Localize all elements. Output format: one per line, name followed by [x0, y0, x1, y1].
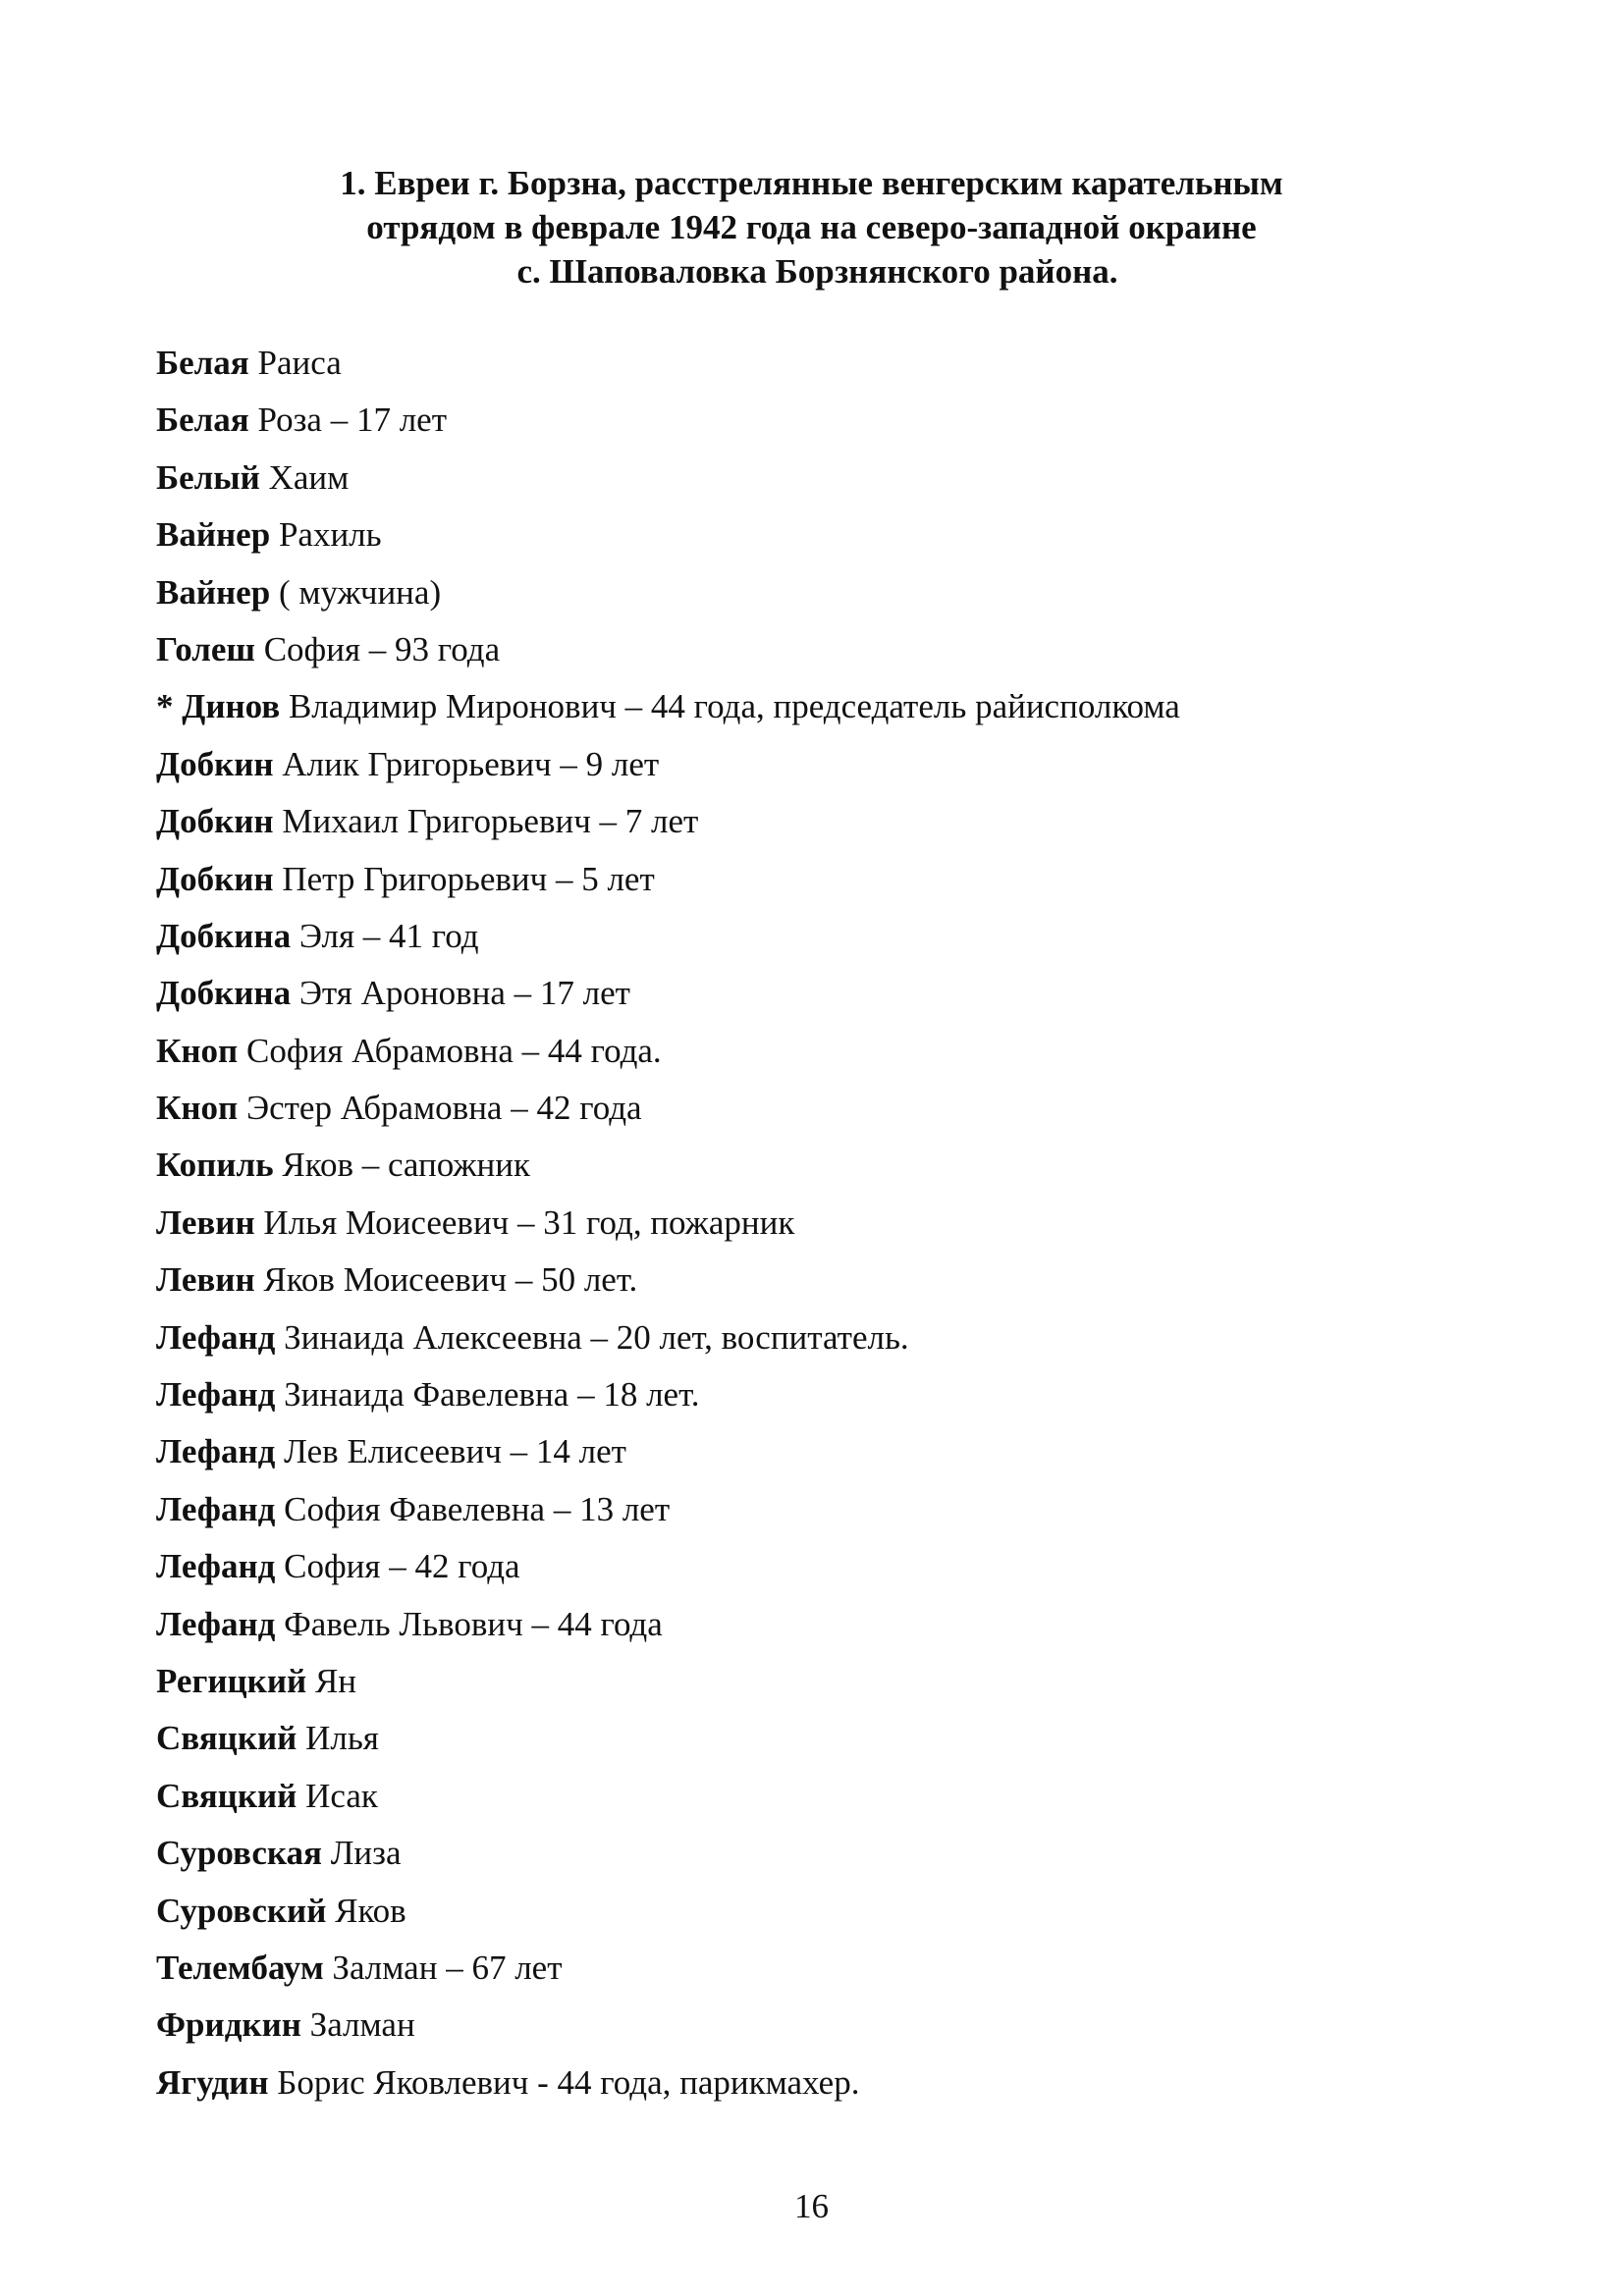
entry-details: Зинаида Фавелевна – 18 лет.	[275, 1375, 700, 1415]
list-item	[156, 627, 1472, 684]
list-item	[156, 2002, 1472, 2059]
entry-surname: Лефанд	[156, 1317, 276, 1357]
list-item	[156, 512, 1472, 569]
entry-details: София Абрамовна – 44 года.	[238, 1031, 662, 1070]
entry-surname: Голеш	[156, 629, 255, 668]
entry-surname: Белая	[156, 400, 249, 440]
list-item	[156, 455, 1472, 512]
entry-details: Петр Григорьевич – 5 лет	[273, 859, 655, 898]
list-item	[156, 341, 1472, 398]
entry-marker: *	[156, 687, 183, 726]
list-item	[156, 1774, 1472, 1831]
entry-surname: Свяцкий	[156, 1776, 298, 1815]
entry-details: Фавель Львович – 44 года	[275, 1604, 663, 1643]
entry-details: Михаил Григорьевич – 7 лет	[273, 802, 699, 841]
list-item	[156, 1257, 1472, 1314]
entry-surname: Белый	[156, 457, 260, 497]
list-item	[156, 1716, 1472, 1773]
entry-surname: Лефанд	[156, 1375, 276, 1415]
list-item	[156, 1659, 1472, 1716]
entry-details: Владимир Миронович – 44 года, председатель райисполкома	[280, 687, 1180, 726]
list-item	[156, 1602, 1472, 1659]
entry-surname: Лефанд	[156, 1432, 276, 1471]
list-item	[156, 1143, 1472, 1200]
entry-details: Исак	[297, 1776, 378, 1815]
list-item	[156, 1315, 1472, 1372]
entry-details: София – 93 года	[254, 629, 501, 668]
list-item	[156, 570, 1472, 627]
entry-details: Залман – 67 лет	[323, 1948, 563, 1987]
entry-details: Эстер Абрамовна – 42 года	[238, 1089, 642, 1128]
list-item	[156, 1086, 1472, 1143]
heading-line-2: отрядом в феврале 1942 года на северо-западной окраине	[366, 208, 1257, 246]
list-item	[156, 971, 1472, 1028]
entry-surname: Вайнер	[156, 515, 271, 555]
list-item	[156, 857, 1472, 914]
entry-details: Лев Елисеевич – 14 лет	[275, 1432, 626, 1471]
entry-details: Роза – 17 лет	[248, 400, 447, 440]
list-item	[156, 1372, 1472, 1429]
entry-details: Эля – 41 год	[291, 916, 479, 955]
entry-surname: Регицкий	[156, 1661, 307, 1700]
entry-surname: Левин	[156, 1260, 255, 1300]
entry-surname: Лефанд	[156, 1547, 276, 1586]
list-item	[156, 1889, 1472, 1946]
entry-details: Рахиль	[270, 515, 382, 555]
entry-surname: Суровская	[156, 1834, 322, 1873]
entry-surname: Лефанд	[156, 1604, 276, 1643]
entry-details: Яков Моисеевич – 50 лет.	[254, 1260, 638, 1300]
entry-surname: Добкин	[156, 744, 274, 783]
entry-details: София – 42 года	[275, 1547, 520, 1586]
entry-details: Зинаида Алексеевна – 20 лет, воспитатель.	[275, 1317, 909, 1357]
heading-line-3: с. Шаповаловка Борзнянского района.	[516, 252, 1118, 291]
entry-surname: Телембаум	[156, 1948, 324, 1987]
section-heading	[0, 161, 1623, 294]
entry-surname: Белая	[156, 344, 249, 382]
list-item	[156, 2060, 1472, 2117]
entry-surname: Добкина	[156, 974, 292, 1013]
list-item	[156, 684, 1472, 741]
heading-line-1: 1. Евреи г. Борзна, расстрелянные венгерским карательным	[340, 164, 1283, 202]
entry-surname: Кноп	[156, 1031, 239, 1070]
entry-details: Этя Ароновна – 17 лет	[291, 974, 630, 1013]
entry-surname: Динов	[182, 687, 281, 726]
entry-surname: Суровский	[156, 1891, 327, 1930]
list-item	[156, 1946, 1472, 2002]
list-item	[156, 742, 1472, 799]
entry-details: Алик Григорьевич – 9 лет	[273, 744, 660, 783]
entry-surname: Свяцкий	[156, 1719, 298, 1758]
entry-surname: Добкин	[156, 802, 274, 841]
entry-details: Лиза	[321, 1834, 402, 1873]
entry-details: Яков	[326, 1891, 406, 1930]
page-number: 16	[794, 2187, 829, 2225]
entry-details: Илья	[297, 1719, 379, 1758]
list-item	[156, 1429, 1472, 1486]
entry-details: ( мужчина)	[270, 572, 442, 612]
entry-surname: Вайнер	[156, 572, 271, 612]
list-item	[156, 1831, 1472, 1888]
entry-details: Борис Яковлевич - 44 года, парикмахер.	[268, 2062, 860, 2102]
list-item	[156, 398, 1472, 454]
entry-surname: Левин	[156, 1202, 255, 1242]
list-item	[156, 914, 1472, 971]
entry-details: Хаим	[259, 457, 350, 497]
entry-details: Илья Моисеевич – 31 год, пожарник	[254, 1202, 795, 1242]
list-item	[156, 1029, 1472, 1086]
list-item	[156, 1487, 1472, 1544]
entry-surname: Ягудин	[156, 2062, 269, 2102]
list-item	[156, 799, 1472, 856]
list-item	[156, 1201, 1472, 1257]
entry-details: Залман	[300, 2005, 415, 2045]
entry-surname: Копиль	[156, 1146, 274, 1185]
list-item	[156, 1544, 1472, 1601]
victims-list	[156, 341, 1472, 2117]
entry-surname: Фридкин	[156, 2005, 301, 2045]
entry-surname: Добкин	[156, 859, 274, 898]
entry-details: София Фавелевна – 13 лет	[275, 1489, 671, 1528]
entry-details: Яков – сапожник	[273, 1146, 531, 1185]
entry-surname: Лефанд	[156, 1489, 276, 1528]
entry-details: Ян	[306, 1661, 357, 1700]
entry-surname: Добкина	[156, 916, 292, 955]
entry-surname: Кноп	[156, 1089, 239, 1128]
entry-details: Раиса	[248, 344, 342, 382]
